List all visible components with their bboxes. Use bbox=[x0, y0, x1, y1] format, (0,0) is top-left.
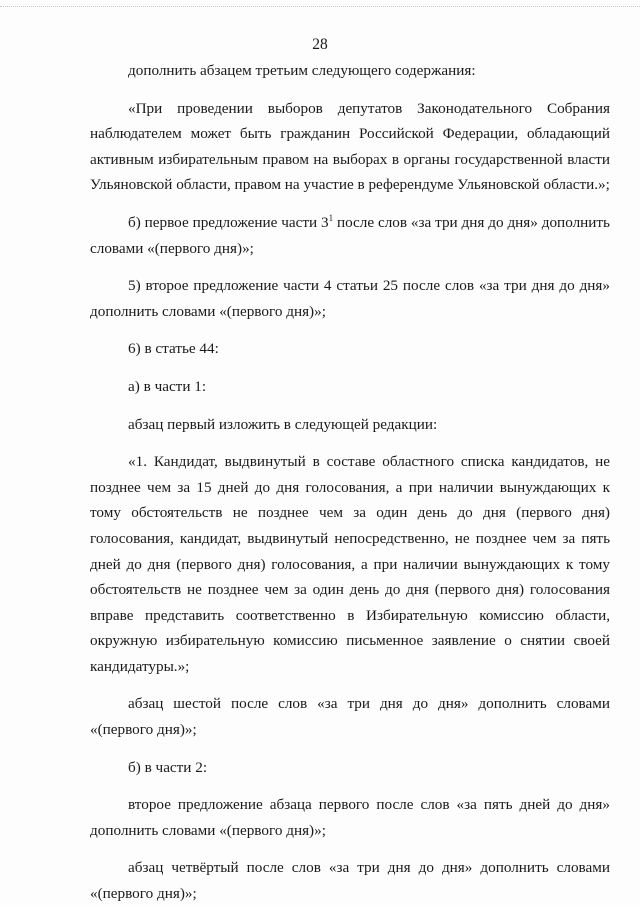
document-body bbox=[90, 58, 610, 907]
paragraph-4: 5) второе предложение части 4 статьи 25 после слов «за три дня до дня» дополнить словами «(первого дня)»; bbox=[90, 277, 610, 320]
paragraph-8: «1. Кандидат, выдвинутый в составе областного списка кандидатов, не позднее чем за 15 дней до дня голосования, а при наличии вынуждающих к тому обстоятельств не позднее чем за один день до дня (первого дня) голосования, кандидат, выдвинутый непосредственно, не позднее чем за пять дней до дня (первого дня) голосования, а при наличии вынуждающих к тому обстоятельств не позднее чем за один день до дня (первого дня) голосования вправе представить соответственно в Избирательную комиссию области, окружную избирательную комиссию письменное заявление о снятии своей кандидатуры.»; bbox=[90, 453, 610, 675]
superscript-index: 1 bbox=[328, 212, 334, 223]
paragraph-12: абзац четвёртый после слов «за три дня до дня» дополнить словами «(первого дня)»; bbox=[90, 859, 610, 903]
paragraph-3 bbox=[90, 210, 610, 261]
paragraph-9: абзац шестой после слов «за три дня до дня» дополнить словами «(первого дня)»; bbox=[90, 695, 610, 739]
paragraph-11: второе предложение абзаца первого после слов «за пять дней до дня» дополнить словами «(первого дня)»; bbox=[90, 796, 610, 839]
paragraph-1: дополнить абзацем третьим следующего содержания: bbox=[128, 62, 476, 79]
scan-edge-line bbox=[0, 6, 640, 7]
paragraph-6: а) в части 1: bbox=[128, 377, 207, 395]
paragraph-7: абзац первый изложить в следующей редакции: bbox=[128, 415, 438, 433]
paragraph-3-before: б) первое предложение части 3 bbox=[128, 213, 329, 231]
paragraph-5: 6) в статье 44: bbox=[128, 340, 219, 358]
paragraph-10: б) в части 2: bbox=[128, 758, 208, 776]
paragraph-3-after: после слов «за три дня до дня» дополнить словами «(первого дня)»; bbox=[90, 213, 610, 257]
page-number: 28 bbox=[312, 36, 328, 53]
paragraph-2: «При проведении выборов депутатов Законодательного Собрания наблюдателем может быть гражданин Российской Федерации, обладающий активным избирательным правом на выборах в органы государственной власти Ульяновской области, правом на участие в референдуме Ульяновской области.»; bbox=[90, 99, 610, 194]
